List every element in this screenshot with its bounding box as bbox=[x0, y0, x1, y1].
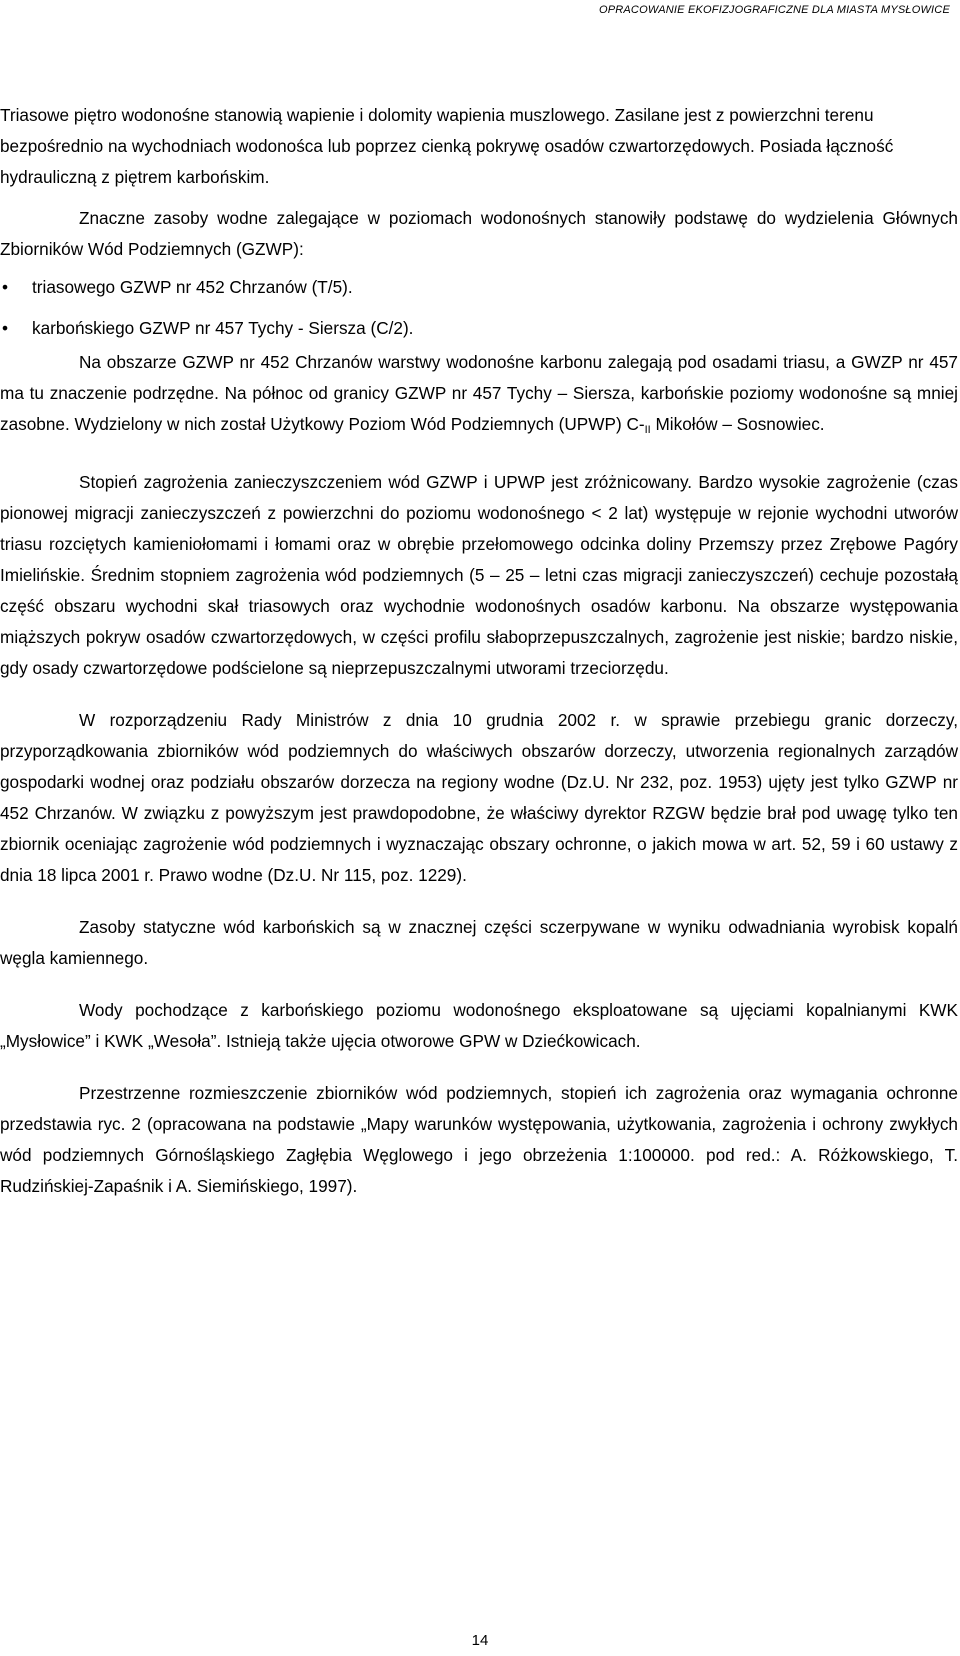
paragraph-static-resources: Zasoby statyczne wód karbońskich są w znacznej części sczerpywane w wyniku odwadniania wyrobisk kopalń węgla kamiennego. bbox=[0, 917, 958, 968]
gzwp-list bbox=[0, 265, 958, 347]
page-number: 14 bbox=[471, 1632, 489, 1649]
list-item-text: triasowego GZWP nr 452 Chrzanów (T/5). bbox=[32, 277, 353, 297]
paragraph-regulation: W rozporządzeniu Rady Ministrów z dnia 10 grudnia 2002 r. w sprawie przebiegu granic dorzeczy, przyporządkowania zbiorników wód podziemnych do właściwych obszarów dorzeczy, utworzenia regionalnych zarządów gospodarki wodnej oraz podziału obszarów dorzecza na regiony wodne (Dz.U. Nr 232, poz. 1953) ujęty jest tylko GZWP nr 452 Chrzanów. W związku z powyższym jest prawdopodobne, że właściwy dyrektor RZGW będzie brał pod uwagę tylko ten zbiornik oceniając zagrożenie wód podziemnych i wyznaczając obszary ochronne, o jakich mowa w art. 52, 59 i 60 ustawy z dnia 18 lipca 2001 r. Prawo wodne (Dz.U. Nr 115, poz. 1229). bbox=[0, 710, 958, 885]
paragraph-threat-level: Stopień zagrożenia zanieczyszczeniem wód GZWP i UPWP jest zróżnicowany. Bardzo wysokie zagrożenie (czas pionowej migracji zanieczyszczeń z powierzchni do poziomu wodonośnego < 2 lat) występuje w rejonie wychodni utworów triasu rozciętych kamieniołomami i łomami oraz w obrębie przełomowego odcinka doliny Przemszy przez Zrębowe Pagóry Imielińskie. Średnim stopniem zagrożenia wód podziemnych (5 – 25 – letni czas migracji zanieczyszczeń) cechuje pozostałą część obszaru wychodni skał triasowych oraz wychodnie wodonośnych osadów karbonu. Na obszarze występowania miąższych pokryw osadów czwartorzędowych, w części profilu słaboprzepuszczalnych, zagrożenie jest niskie; bardzo niskie, gdy osady czwartorzędowe podścielone są nieprzepuszczalnymi utworami trzeciorzędu. bbox=[0, 472, 958, 678]
list-item-text: karbońskiego GZWP nr 457 Tychy - Siersza (C/2). bbox=[32, 318, 414, 338]
paragraph-triassic-aquifer: Triasowe piętro wodonośne stanowią wapienie i dolomity wapienia muszlowego. Zasilane jest z powierzchni terenu bezpośrednio na wychodniach wodonośca lub poprzez cienką pokrywę osadów czwartorzędowych. Posiada łączność hydrauliczną z piętrem karbońskim. bbox=[0, 105, 894, 187]
paragraph-map-reference: Przestrzenne rozmieszczenie zbiorników wód podziemnych, stopień ich zagrożenia oraz wymagania ochronne przedstawia ryc. 2 (opracowana na podstawie „Mapy warunków występowania, użytkowania, zagrożenia i ochrony zwykłych wód podziemnych Górnośląskiego Zagłębia Węglowego i jego obrzeżenia 1:100000. pod red.: A. Różkowskiego, T. Rudzińskiej-Zapaśnik i A. Siemińskiego, 1997). bbox=[0, 1083, 958, 1196]
paragraph-gzwp-452 bbox=[0, 347, 958, 446]
running-header: OPRACOWANIE EKOFIZJOGRAFICZNE DLA MIASTA MYSŁOWICE bbox=[598, 4, 950, 16]
paragraph-text: Mikołów – Sosnowiec. bbox=[650, 414, 825, 434]
paragraph-text: Na obszarze GZWP nr 452 Chrzanów warstwy wodonośne karbonu zalegają pod osadami triasu, a GWZP nr 457 ma tu znaczenie podrzędne. Na północ od granicy GZWP nr 457 Tychy – Siersza, karbońskie poziomy wodonośne są mniej zasobne. Wydzielony w nich został Użytkowy Poziom Wód Podziemnych (UPWP) C- bbox=[0, 352, 958, 434]
bullet-icon: • bbox=[2, 318, 9, 338]
paragraph-water-intakes: Wody pochodzące z karbońskiego poziomu wodonośnego eksploatowane są ujęciami kopalnianymi KWK „Mysłowice” i KWK „Wesoła”. Istnieją także ujęcia otworowe GPW w Dziećkowicach. bbox=[0, 1000, 958, 1051]
list-item bbox=[0, 313, 958, 347]
document-body bbox=[0, 100, 958, 1202]
bullet-icon: • bbox=[2, 277, 9, 297]
subscript-text: II bbox=[644, 424, 651, 436]
list-item bbox=[0, 265, 958, 313]
paragraph-gzwp-intro: Znaczne zasoby wodne zalegające w poziomach wodonośnych stanowiły podstawę do wydzielenia Głównych Zbiorników Wód Podziemnych (GZWP): bbox=[0, 208, 958, 259]
